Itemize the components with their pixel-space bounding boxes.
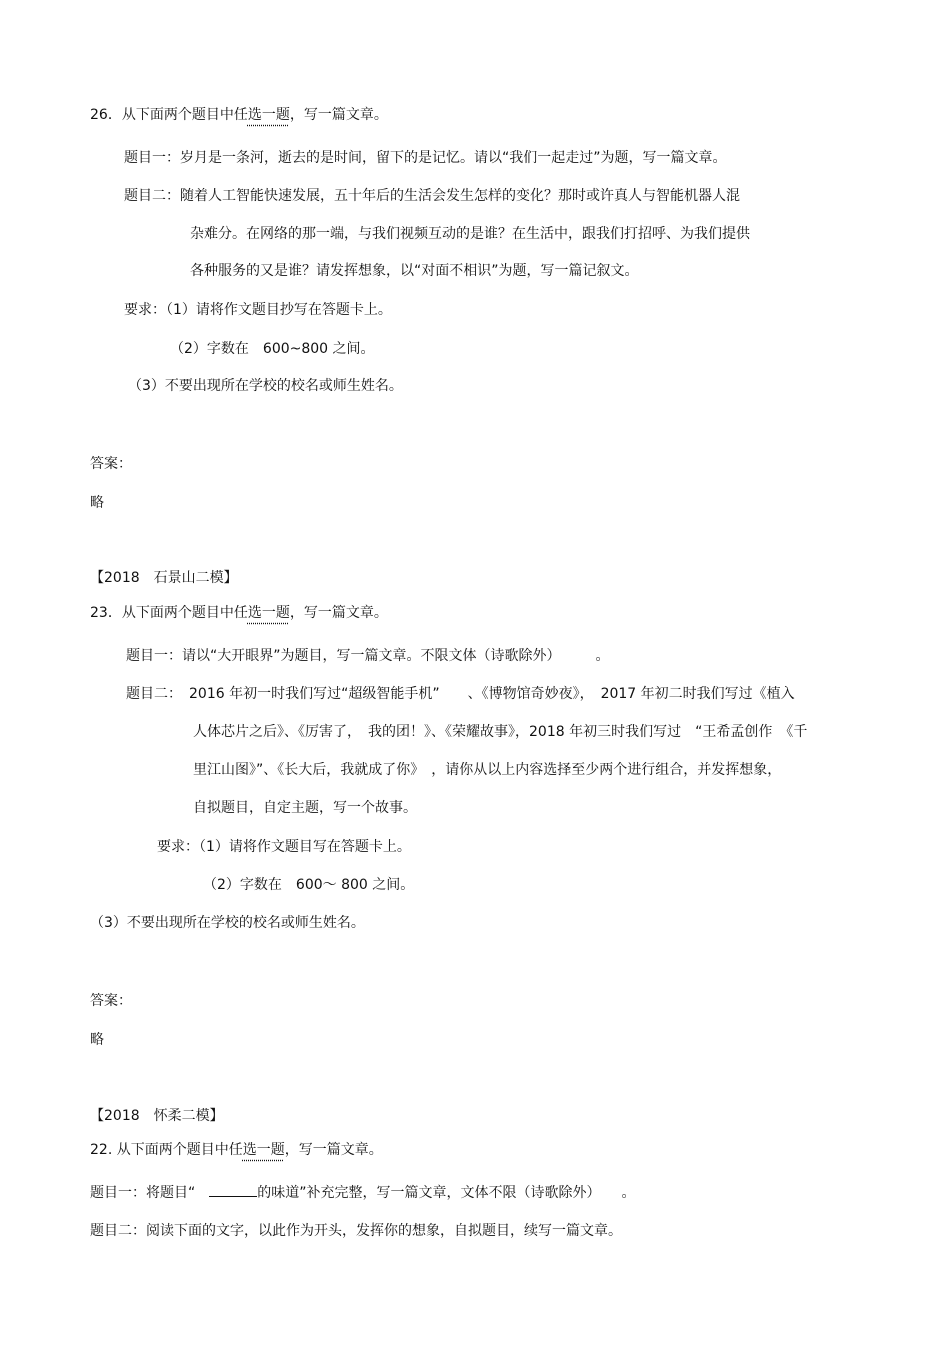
q26-answer-label: 答案： (90, 456, 132, 472)
shijingshan-requirement-1: 要求：（1）请将作文题目写在答题卡上。 (157, 839, 411, 855)
q26-prompt-text-a: 26．从下面两个题目中任 (90, 107, 248, 123)
shijingshan-answer: 略 (90, 1032, 104, 1048)
q26-requirement-3: （3）不要出现所在学校的校名或师生姓名。 (128, 378, 403, 394)
shijingshan-prompt (90, 604, 388, 622)
shijingshan-topic2-line2: 人体芯片之后》、《厉害了， 我的团！》、《荣耀故事》，2018 年初三时我们写过 “王希孟创作 《千 (193, 724, 808, 740)
huairou-topic1 (90, 1184, 636, 1202)
shijingshan-answer-label: 答案： (90, 993, 132, 1009)
shijingshan-topic2-line3: 里江山图》”、《长大后，我就成了你》 ，请你从以上内容选择至少两个进行组合，并发挥想象， (193, 762, 782, 778)
huairou-prompt-emphasis: 选一题 (242, 1142, 285, 1158)
shijingshan-topic1: 题目一：请以“大开眼界”为题目，写一篇文章。不限文体（诗歌除外） 。 (126, 648, 610, 664)
huairou-prompt-text-b: ，写一篇文章。 (284, 1142, 383, 1158)
q26-topic2-line2: 杂难分。在网络的那一端，与我们视频互动的是谁？在生活中，跟我们打招呼、为我们提供 (190, 226, 750, 242)
shijingshan-topic2-line4: 自拟题目，自定主题，写一个故事。 (193, 800, 417, 816)
q26-answer: 略 (90, 495, 104, 511)
huairou-source: 【2018 怀柔二模】 (90, 1108, 224, 1124)
shijingshan-topic2-line1: 题目二： 2016 年初一时我们写过“超级智能手机” 、《博物馆奇妙夜》， 2017 年初二时我们写过《植入 (126, 686, 795, 702)
huairou-topic2: 题目二：阅读下面的文字，以此作为开头，发挥你的想象，自拟题目，续写一篇文章。 (90, 1223, 622, 1239)
q26-prompt-text-b: ，写一篇文章。 (289, 107, 388, 123)
huairou-prompt-text-a: 22. 从下面两个题目中任 (90, 1142, 243, 1158)
huairou-topic1-text-a: 题目一：将题目“ (90, 1185, 210, 1201)
shijingshan-source: 【2018 石景山二模】 (90, 570, 238, 586)
shijingshan-prompt-text-a: 23．从下面两个题目中任 (90, 605, 248, 621)
fill-in-blank (209, 1184, 257, 1197)
huairou-topic1-text-b: 的味道”补充完整，写一篇文章，文体不限（诗歌除外） 。 (257, 1185, 636, 1201)
q26-topic2-line1: 题目二：随着人工智能快速发展，五十年后的生活会发生怎样的变化？那时或许真人与智能机器人混 (124, 188, 740, 204)
q26-prompt-emphasis: 选一题 (247, 107, 290, 123)
q26-topic1: 题目一：岁月是一条河，逝去的是时间，留下的是记忆。请以“我们一起走过”为题，写一篇文章。 (124, 150, 727, 166)
q26-requirement-1: 要求：（1）请将作文题目抄写在答题卡上。 (124, 302, 392, 318)
shijingshan-requirement-3: （3）不要出现所在学校的校名或师生姓名。 (90, 915, 365, 931)
shijingshan-prompt-emphasis: 选一题 (247, 605, 290, 621)
shijingshan-prompt-text-b: ，写一篇文章。 (289, 605, 388, 621)
shijingshan-requirement-2: （2）字数在 600～ 800 之间。 (203, 877, 415, 893)
huairou-prompt (90, 1141, 383, 1159)
q26-topic2-line3: 各种服务的又是谁？请发挥想象，以“对面不相识”为题，写一篇记叙文。 (190, 263, 639, 279)
q26-requirement-2: （2）字数在 600~800 之间。 (170, 341, 375, 357)
q26-prompt (90, 106, 388, 124)
